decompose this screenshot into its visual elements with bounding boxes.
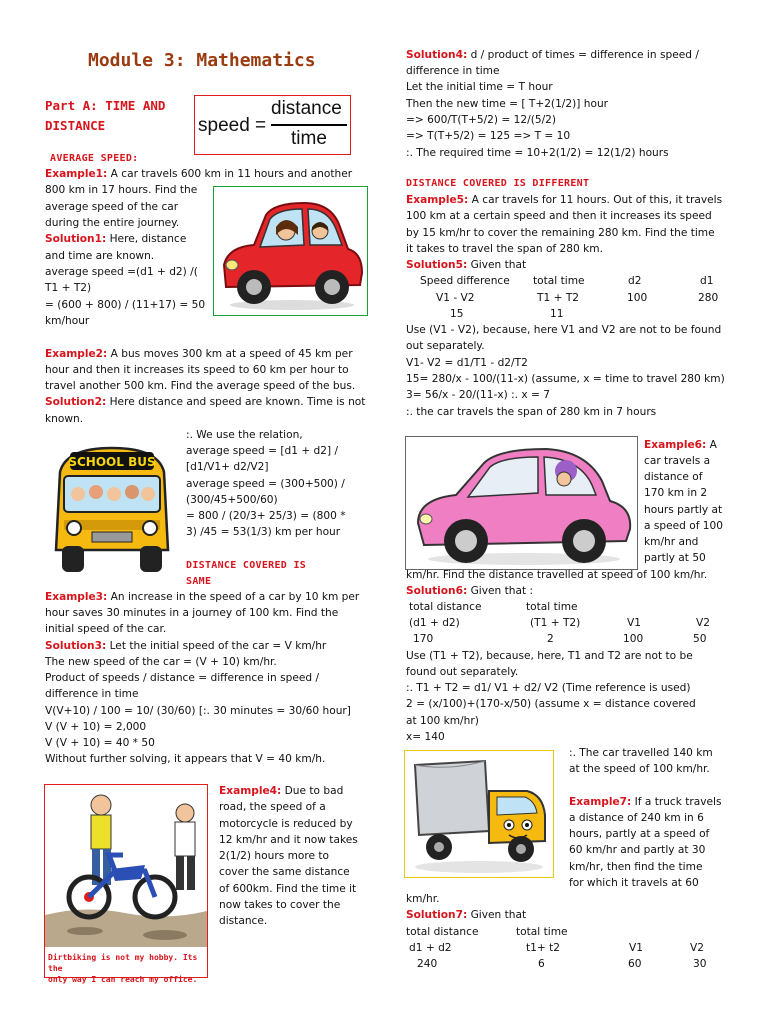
solution2-relation-line: = 800 / (20/3+ 25/3) = (800 * [186,510,346,522]
example4-line: cover the same distance [219,866,350,878]
example7-line: km/hr, then find the time [569,861,703,873]
solution3-line: difference in time [45,688,139,700]
example7-line: 60 km/hr and partly at 30 [569,844,706,856]
solution4-line: Solution4: d / product of times = difference in speed / [406,49,699,61]
example5-label: Example5: [406,194,469,206]
part-a-line1: Part A: TIME AND [45,98,166,113]
solution3-line: Solution3: Let the initial speed of the car = V km/hr [45,640,327,652]
example1-line: average speed of the car [45,201,179,213]
solution2-line: known. [45,413,84,425]
example7-line: a distance of 240 km in 6 [569,812,704,824]
solution3-line: Without further solving, it appears that V = 40 km/h. [45,753,326,765]
table-cell: d1 + d2 [409,942,452,954]
solution4-line: => T(T+5/2) = 125 => T = 10 [406,130,571,142]
speed-formula-box [194,95,351,155]
example7-line: hours, partly at a speed of [569,828,710,840]
distance-same-heading: DISTANCE COVERED IS SAME [186,560,307,587]
example1-line: during the entire journey. [45,217,180,229]
example1-label: Example1: [45,168,108,180]
example3-line: initial speed of the car. [45,623,167,635]
table-cell: total distance [409,601,482,613]
table-cell: V2 [696,617,710,629]
table-cell: 6 [538,958,545,970]
table-cell: total distance [406,926,479,938]
solution5-line: Solution5: Given that [406,259,527,271]
solution5-line: out separately. [406,340,485,352]
table-cell: 15 [450,308,464,320]
solution2-relation-line: (300/45+500/60) [186,494,278,506]
red-car-icon [214,187,367,315]
table-cell: d1 [700,275,714,287]
example2-label: Example2: [45,348,108,360]
table-cell: t1+ t2 [526,942,561,954]
formula-fraction-bar [271,124,347,126]
dirtbike-caption: Dirtbiking is not my hobby. Its the only way I can reach my office. [48,953,198,984]
solution5-line: Use (V1 - V2), because, here V1 and V2 are not to be found [406,324,722,336]
table-cell: V1 [627,617,641,629]
solution7-line: Solution7: Given that [406,909,527,921]
solution1-line: and time are known. [45,250,155,262]
solution2-line: Solution2: Here distance and speed are known. Time is not [45,396,366,408]
svg-text:SCHOOL BUS: SCHOOL BUS [68,455,156,469]
table-cell: (d1 + d2) [409,617,460,629]
example4-line: distance. [219,915,268,927]
solution6-line: :. T1 + T2 = d1/ V1 + d2/ V2 (Time reference is used) [406,682,691,694]
dirtbike-icon [45,785,207,947]
example5-line: 100 km at a certain speed and then it increases its speed [406,210,712,222]
solution6-result-line: :. The car travelled 140 km [569,747,713,759]
solution3-line: Product of speeds / distance = difference in speed / [45,672,320,684]
table-cell: 30 [693,958,707,970]
solution3-line: V (V + 10) = 2,000 [45,721,147,733]
solution5-line: :. the car travels the span of 280 km in 7 hours [406,406,657,418]
table-cell: 2 [547,633,554,645]
dirtbike-cartoon [44,784,208,984]
table-cell: Speed difference [420,275,510,287]
solution6-line: x= 140 [406,731,445,743]
solution6-line: found out separately. [406,666,519,678]
solution1-line: Solution1: Here, distance [45,233,187,245]
example6-line: km/hr. Find the distance travelled at speed of 100 km/hr. [406,569,708,581]
example3-line: hour saves 30 minutes in a journey of 100 km. Find the [45,607,339,619]
example5-line: it takes to travel the span of 280 km. [406,243,603,255]
table-cell: (T1 + T2) [530,617,581,629]
example4-line: of 600km. Find the time it [219,883,357,895]
table-cell: total time [533,275,585,287]
solution4-line: Then the new time = [ T+2(1/2)] hour [406,98,609,110]
solution2-relation-line: 3) /45 = 53(1/3) km per hour [186,526,341,538]
formula-denominator: time [291,128,327,149]
example4-line: 12 km/hr and it now takes [219,834,358,846]
example6-line: km/hr and [644,536,699,548]
part-a-heading [45,96,165,136]
example1-line: 800 km in 17 hours. Find the [45,184,198,196]
table-cell: 50 [693,633,707,645]
page-title: Module 3: Mathematics [88,50,316,71]
average-speed-heading: AVERAGE SPEED: [50,153,139,164]
solution3-line: V(V+10) / 100 = 10/ (30/60) [:. 30 minutes = 30/60 hour] [45,705,351,717]
solution1-line: average speed =(d1 + d2) /( [45,266,198,278]
pink-car-illustration [405,436,638,570]
red-car-illustration [213,186,368,316]
example6-line: hours partly at [644,504,723,516]
example6-line: partly at 50 [644,552,706,564]
example2-line: hour and then it increases its speed to 60 km per hour to [45,364,349,376]
example2-line: Example2: A bus moves 300 km at a speed of 45 km per [45,348,353,360]
example4-line: Example4: Due to bad [219,785,344,797]
solution6-line: Use (T1 + T2), because, here, T1 and T2 are not to be [406,650,693,662]
example4-line: 2(1/2) hours more to [219,850,330,862]
formula-lhs: speed = [198,115,267,136]
example5-line: by 15 km/hr to cover the remaining 280 km. Find the time [406,227,715,239]
table-cell: 100 [627,292,648,304]
table-cell: V1 [629,942,643,954]
example4-line: road, the speed of a [219,801,326,813]
solution4-line: :. The required time = 10+2(1/2) = 12(1/2) hours [406,147,669,159]
solution5-line: V1- V2 = d1/T1 - d2/T2 [406,357,528,369]
solution2-relation-line: [d1/V1+ d2/V2] [186,461,269,473]
solution2-label: Solution2: [45,396,107,408]
solution3-label: Solution3: [45,640,107,652]
solution6-line: Solution6: Given that : [406,585,534,597]
pink-car-icon [406,437,637,569]
solution1-line: km/hour [45,315,90,327]
example5-line: Example5: A car travels for 11 hours. Out of this, it travels [406,194,723,206]
example6-line: Example6: A [644,439,717,451]
example4-line: motorcycle is reduced by [219,818,353,830]
example2-line: travel another 500 km. Find the average speed of the bus. [45,380,356,392]
solution3-line: V (V + 10) = 40 * 50 [45,737,155,749]
solution1-line: = (600 + 800) / (11+17) = 50 [45,299,206,311]
distance-different-heading: DISTANCE COVERED IS DIFFERENT [406,178,590,189]
example6-label: Example6: [644,439,707,451]
solution7-label: Solution7: [406,909,468,921]
part-a-line2: DISTANCE [45,118,106,133]
example6-line: a speed of 100 [644,520,724,532]
table-cell: V2 [690,942,704,954]
example4-line: now takes to cover the [219,899,341,911]
example6-line: 170 km in 2 [644,487,708,499]
example7-line: Example7: If a truck travels [569,796,722,808]
solution4-label: Solution4: [406,49,468,61]
table-cell: total time [516,926,568,938]
solution5-label: Solution5: [406,259,468,271]
solution5-line: 3= 56/x - 20/(11-x) :. x = 7 [406,389,551,401]
solution4-line: => 600/T(T+5/2) = 12/(5/2) [406,114,557,126]
table-cell: total time [526,601,578,613]
solution1-line: T1 + T2) [45,282,92,294]
example1-line: Example1: A car travels 600 km in 11 hours and another [45,168,353,180]
solution3-line: The new speed of the car = (V + 10) km/hr. [45,656,277,668]
solution4-line: Let the initial time = T hour [406,81,553,93]
solution6-label: Solution6: [406,585,468,597]
example3-line: Example3: An increase in the speed of a car by 10 km per [45,591,360,603]
table-cell: 280 [698,292,719,304]
formula-numerator: distance [271,98,342,119]
table-cell: V1 - V2 [436,292,475,304]
solution6-line: 2 = (x/100)+(170-x/50) (assume x = distance covered [406,698,696,710]
truck-illustration [404,750,554,878]
table-cell: T1 + T2 [537,292,580,304]
truck-icon [405,751,553,877]
solution6-result-line: at the speed of 100 km/hr. [569,763,710,775]
table-cell: 100 [623,633,644,645]
example7-line: km/hr. [406,893,440,905]
example3-label: Example3: [45,591,108,603]
example7-line: for which it travels at 60 [569,877,699,889]
solution2-relation-line: average speed = [d1 + d2] / [186,445,339,457]
solution6-line: at 100 km/hr) [406,715,479,727]
table-cell: 170 [413,633,434,645]
example6-line: distance of [644,471,703,483]
table-cell: 11 [550,308,564,320]
table-cell: 240 [417,958,438,970]
solution2-relation-line: :. We use the relation, [186,429,303,441]
school-bus-icon [46,442,178,577]
solution5-line: 15= 280/x - 100/(11-x) (assume, x = time to travel 280 km) [406,373,725,385]
example7-label: Example7: [569,796,632,808]
table-cell: 60 [628,958,642,970]
table-cell: d2 [628,275,642,287]
solution4-line: difference in time [406,65,500,77]
example4-label: Example4: [219,785,282,797]
example6-line: car travels a [644,455,711,467]
solution1-label: Solution1: [45,233,107,245]
school-bus-illustration [46,442,178,577]
solution2-relation-line: average speed = (300+500) / [186,478,345,490]
